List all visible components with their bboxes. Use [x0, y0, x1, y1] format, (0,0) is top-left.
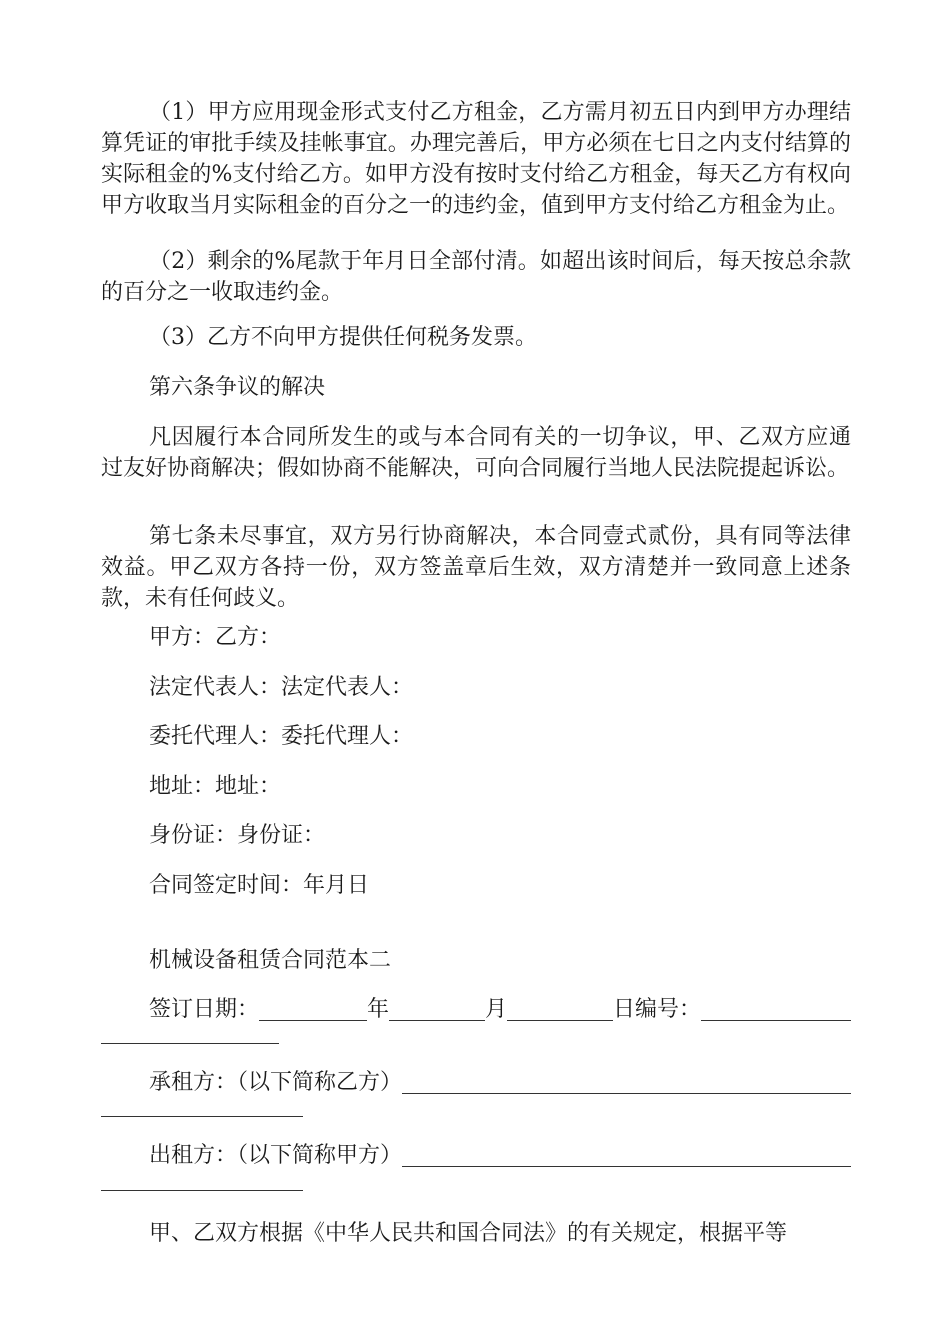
- lessor-blank-continuation: [101, 1190, 303, 1191]
- month-label: 月: [485, 997, 508, 1022]
- lessor-blank: [402, 1144, 851, 1167]
- clause-payment-3: （3）乙方不向甲方提供任何税务发票。: [149, 325, 537, 350]
- lessee-row: [149, 1067, 851, 1098]
- article-6-title: 第六条争议的解决: [149, 375, 326, 400]
- article-6-body: 凡因履行本合同所发生的或与本合同有关的一切争议，甲、乙双方应通过友好协商解决；假如协商不能解决，可向合同履行当地人民法院提起诉讼。: [101, 425, 851, 481]
- lessee-blank-continuation: [101, 1116, 303, 1117]
- day-blank: [507, 998, 613, 1021]
- lessee-blank: [402, 1071, 851, 1094]
- day-number-label: 日编号：: [613, 997, 702, 1022]
- clause-payment-1: （1）甲方应用现金形式支付乙方租金，乙方需月初五日内到甲方办理结算凭证的审批手续及挂帐事宜。办理完善后，甲方必须在七日之内支付结算的实际租金的%支付给乙方。如甲方没有按时支付给乙方租金，每天乙方有权向甲方收取当月实际租金的百分之一的违约金，值到甲方支付给乙方租金为止。: [101, 100, 851, 218]
- signature-agent: 委托代理人：委托代理人：: [149, 724, 414, 749]
- article-7: 第七条未尽事宜，双方另行协商解决，本合同壹式贰份，具有同等法律效益。甲乙双方各持一份，双方签盖章后生效，双方清楚并一致同意上述条款，未有任何歧义。: [101, 524, 851, 611]
- second-contract-intro: 甲、乙双方根据《中华人民共和国合同法》的有关规定，根据平等: [149, 1221, 788, 1246]
- lessor-row: [149, 1140, 851, 1171]
- signature-date: 合同签定时间：年月日: [149, 873, 370, 898]
- second-contract-title: 机械设备租赁合同范本二: [149, 948, 392, 973]
- lessor-label: 出租方：（以下简称甲方）: [149, 1143, 403, 1168]
- number-blank: [701, 998, 851, 1021]
- signature-id-card: 身份证：身份证：: [149, 823, 326, 848]
- signature-legal-rep: 法定代表人：法定代表人：: [149, 675, 414, 700]
- sign-date-row: [149, 994, 851, 1025]
- signature-address: 地址：地址：: [149, 774, 282, 799]
- sign-date-label: 签订日期：: [149, 997, 260, 1022]
- lessee-label: 承租方：（以下简称乙方）: [149, 1070, 403, 1095]
- number-blank-continuation: [101, 1043, 279, 1044]
- year-blank: [259, 998, 367, 1021]
- clause-payment-2: （2）剩余的%尾款于年月日全部付清。如超出该时间后，每天按总余款的百分之一收取违约金。: [101, 249, 851, 305]
- month-blank: [389, 998, 485, 1021]
- signature-parties: 甲方：乙方：: [149, 625, 282, 650]
- year-label: 年: [367, 997, 390, 1022]
